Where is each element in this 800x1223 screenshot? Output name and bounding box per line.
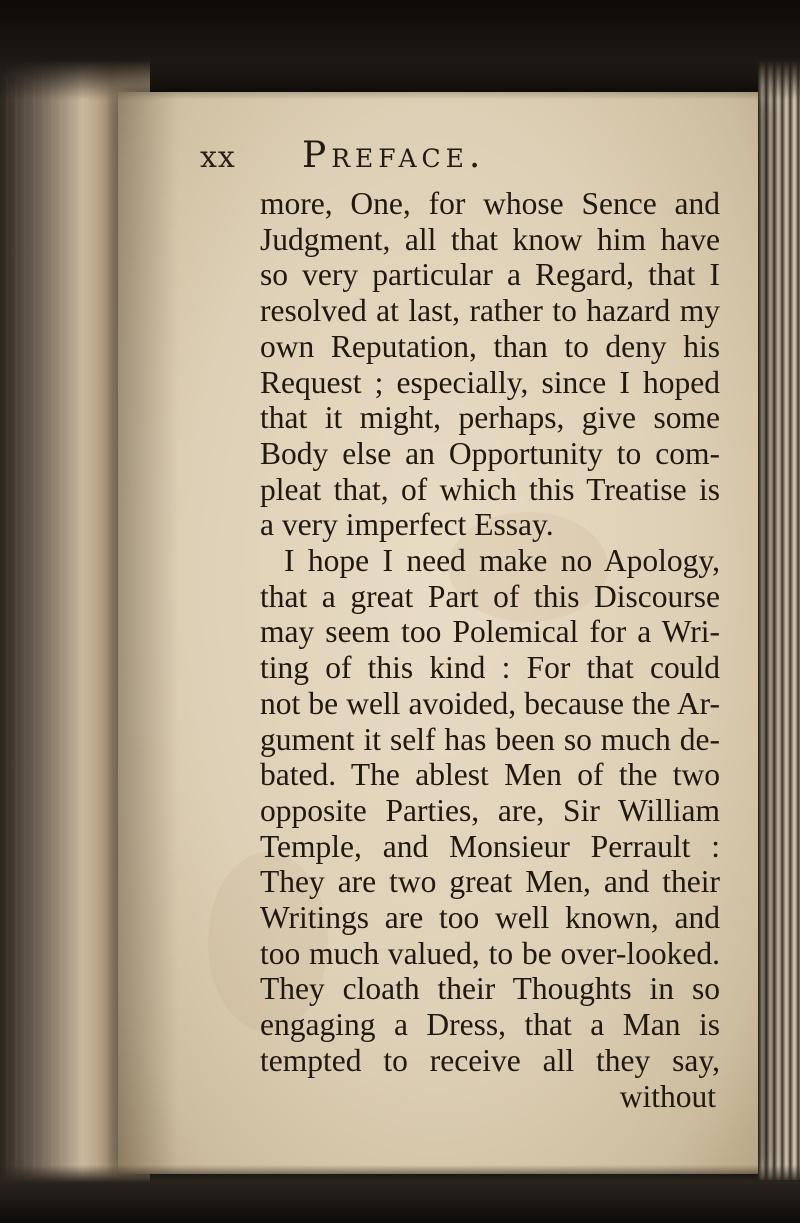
text-line: resolved at last, rather to hazard my (260, 293, 720, 329)
catchword: without (619, 1078, 716, 1114)
text-line: I hope I need make no Apology, (284, 543, 720, 579)
text-line: Judgment, all that know him have (260, 221, 720, 257)
text-line: that it might, perhaps, give some (260, 400, 720, 436)
bottom-shadow (0, 1165, 800, 1223)
text-line: Writings are too well known, and (260, 900, 720, 936)
text-line: opposite Parties, are, Sir William (260, 792, 720, 828)
body-text (260, 186, 720, 1114)
text-line: They cloath their Thoughts in so (260, 971, 720, 1007)
text-line: bated. The ablest Men of the two (260, 757, 720, 793)
text-line: tempted to receive all they say, (260, 1042, 720, 1078)
text-line: Temple, and Monsieur Perrault : (260, 828, 720, 864)
text-line: so very particular a Regard, that I (260, 257, 720, 293)
page-number: xx (200, 140, 236, 175)
text-line: own Reputation, than to deny his (260, 328, 720, 364)
text-line: a very imperfect Essay. (260, 507, 554, 543)
text-line: gument it self has been so much de- (260, 721, 720, 757)
text-line: ting of this kind : For that could (260, 650, 720, 686)
text-line: too much valued, to be over-looked. (260, 935, 720, 971)
text-line: Request ; especially, since I hoped (260, 364, 720, 400)
text-line: engaging a Dress, that a Man is (260, 1007, 720, 1043)
running-head: Preface. (302, 135, 486, 176)
right-page-edges (758, 60, 800, 1180)
text-line: They are two great Men, and their (260, 864, 720, 900)
text-line: more, One, for whose Sence and (260, 186, 720, 221)
top-shadow (0, 0, 800, 100)
page-gutter-shadow (118, 92, 178, 1174)
text-line: may seem too Polemical for a Wri- (260, 614, 720, 650)
text-line: not be well avoided, because the Ar- (260, 685, 720, 721)
text-line: pleat that, of which this Treatise is (260, 471, 720, 507)
text-line: that a great Part of this Discourse (260, 578, 720, 614)
text-line: Body else an Opportunity to com- (260, 435, 720, 471)
